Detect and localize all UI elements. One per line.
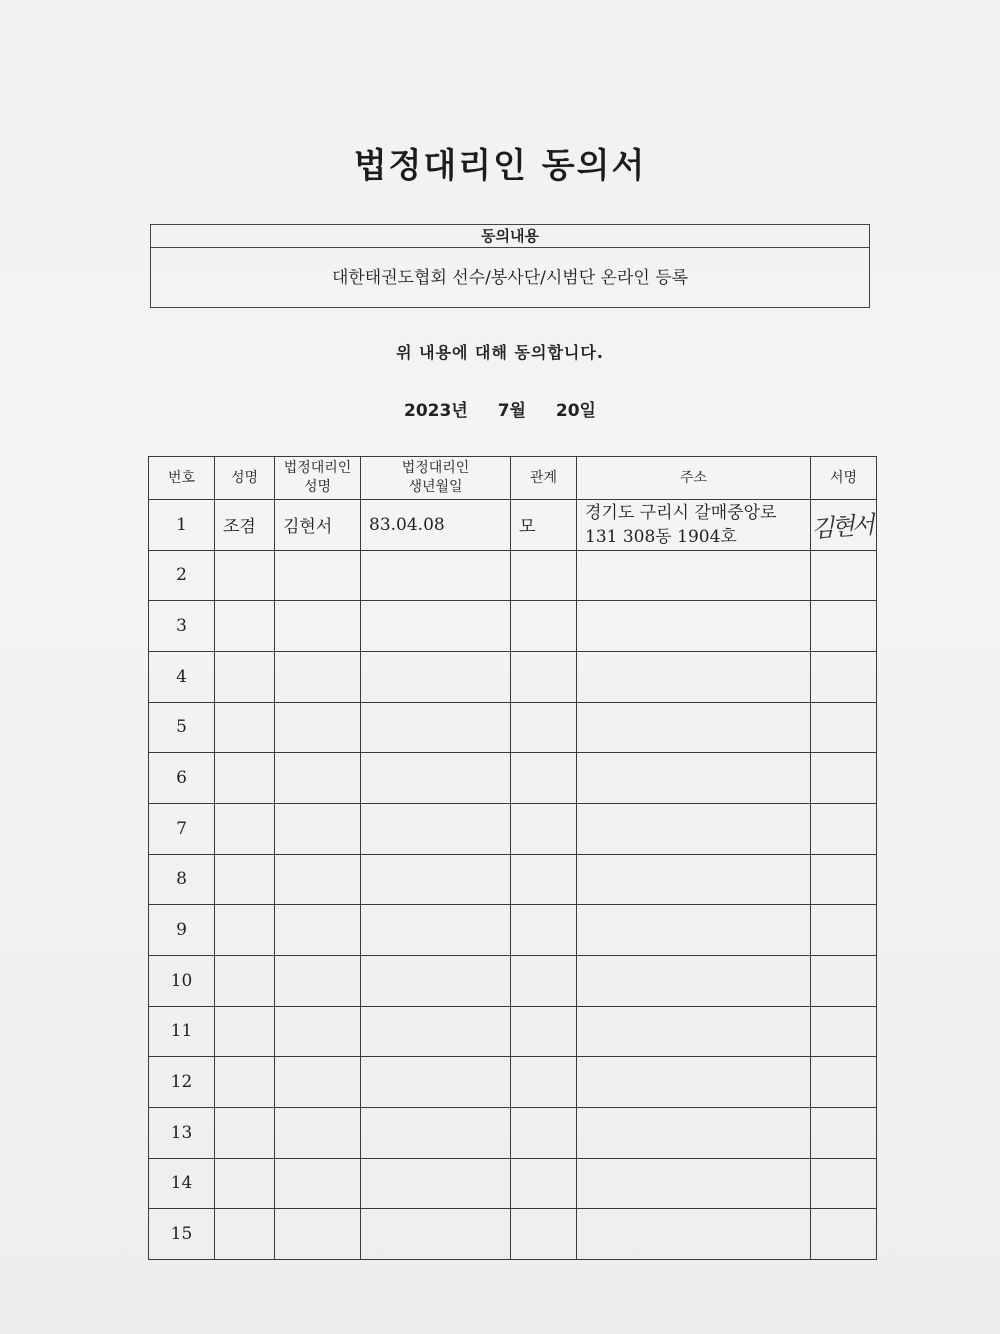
cell-name bbox=[215, 1006, 275, 1057]
cell-relation bbox=[511, 1107, 577, 1158]
cell-guardian-name bbox=[275, 651, 361, 702]
cell-guardian-name bbox=[275, 803, 361, 854]
table-row bbox=[149, 1158, 877, 1209]
cell-signature bbox=[811, 601, 877, 652]
table-row bbox=[149, 702, 877, 753]
table-row bbox=[149, 803, 877, 854]
header-address: 주소 bbox=[577, 457, 811, 500]
cell-relation bbox=[511, 1006, 577, 1057]
header-guardian-birth-line2: 생년월일 bbox=[408, 479, 463, 495]
cell-no: 3 bbox=[149, 601, 215, 652]
header-relation: 관계 bbox=[511, 457, 577, 500]
table-body bbox=[149, 500, 877, 1260]
cell-signature bbox=[811, 702, 877, 753]
header-signature: 서명 bbox=[811, 457, 877, 500]
cell-name: 조겸 bbox=[215, 500, 275, 551]
table-row bbox=[149, 1107, 877, 1158]
header-guardian-name-line1: 법정대리인 bbox=[283, 460, 352, 476]
cell-name bbox=[215, 651, 275, 702]
cell-signature bbox=[811, 651, 877, 702]
header-guardian-birth bbox=[361, 457, 511, 500]
cell-guardian-name bbox=[275, 1158, 361, 1209]
cell-name bbox=[215, 1158, 275, 1209]
cell-guardian-birth bbox=[361, 702, 511, 753]
cell-no: 11 bbox=[149, 1006, 215, 1057]
cell-guardian-birth: 83.04.08 bbox=[361, 500, 511, 551]
cell-relation bbox=[511, 753, 577, 804]
table-row bbox=[149, 854, 877, 905]
cell-signature bbox=[811, 1107, 877, 1158]
cell-address bbox=[577, 1158, 811, 1209]
cell-address bbox=[577, 1057, 811, 1108]
cell-guardian-birth bbox=[361, 1107, 511, 1158]
table-row bbox=[149, 651, 877, 702]
cell-relation bbox=[511, 1209, 577, 1260]
cell-relation bbox=[511, 905, 577, 956]
table-row bbox=[149, 753, 877, 804]
cell-name bbox=[215, 702, 275, 753]
cell-name bbox=[215, 803, 275, 854]
cell-address bbox=[577, 601, 811, 652]
cell-guardian-name bbox=[275, 753, 361, 804]
consent-content-header: 동의내용 bbox=[151, 225, 869, 248]
cell-guardian-birth bbox=[361, 854, 511, 905]
cell-guardian-name: 김현서 bbox=[275, 500, 361, 551]
cell-guardian-name bbox=[275, 1209, 361, 1260]
cell-name bbox=[215, 854, 275, 905]
cell-guardian-name bbox=[275, 702, 361, 753]
cell-guardian-birth bbox=[361, 1209, 511, 1260]
cell-guardian-birth bbox=[361, 651, 511, 702]
cell-address bbox=[577, 854, 811, 905]
cell-signature bbox=[811, 955, 877, 1006]
table-row bbox=[149, 500, 877, 551]
cell-guardian-name bbox=[275, 955, 361, 1006]
cell-guardian-birth bbox=[361, 955, 511, 1006]
cell-guardian-birth bbox=[361, 753, 511, 804]
table-row bbox=[149, 1057, 877, 1108]
consent-content-body: 대한태권도협회 선수/봉사단/시범단 온라인 등록 bbox=[331, 268, 689, 288]
cell-name bbox=[215, 905, 275, 956]
cell-guardian-name bbox=[275, 1006, 361, 1057]
cell-no: 6 bbox=[149, 753, 215, 804]
cell-name bbox=[215, 550, 275, 601]
cell-address bbox=[577, 500, 811, 551]
guardian-consent-table bbox=[148, 456, 877, 1260]
handwritten-signature: 김현서 bbox=[810, 511, 873, 544]
cell-name bbox=[215, 1107, 275, 1158]
cell-no: 12 bbox=[149, 1057, 215, 1108]
header-guardian-name bbox=[275, 457, 361, 500]
table-row bbox=[149, 1006, 877, 1057]
cell-no: 15 bbox=[149, 1209, 215, 1260]
cell-relation: 모 bbox=[511, 500, 577, 551]
cell-guardian-birth bbox=[361, 1006, 511, 1057]
cell-address bbox=[577, 753, 811, 804]
cell-no: 1 bbox=[149, 500, 215, 551]
cell-guardian-name bbox=[275, 550, 361, 601]
consent-date bbox=[0, 396, 1000, 421]
address-line1: 경기도 구리시 갈매중앙로 bbox=[585, 502, 777, 523]
cell-guardian-name bbox=[275, 1107, 361, 1158]
cell-signature bbox=[811, 1006, 877, 1057]
cell-no: 14 bbox=[149, 1158, 215, 1209]
cell-no: 5 bbox=[149, 702, 215, 753]
header-no: 번호 bbox=[149, 457, 215, 500]
cell-guardian-birth bbox=[361, 1057, 511, 1108]
table-row bbox=[149, 550, 877, 601]
cell-relation bbox=[511, 1158, 577, 1209]
cell-address bbox=[577, 702, 811, 753]
cell-relation bbox=[511, 803, 577, 854]
cell-signature bbox=[811, 1158, 877, 1209]
header-name: 성명 bbox=[215, 457, 275, 500]
table-row bbox=[149, 601, 877, 652]
header-guardian-name-line2: 성명 bbox=[303, 479, 332, 495]
cell-guardian-birth bbox=[361, 550, 511, 601]
cell-signature bbox=[811, 1209, 877, 1260]
cell-no: 9 bbox=[149, 905, 215, 956]
cell-guardian-birth bbox=[361, 1158, 511, 1209]
cell-address bbox=[577, 550, 811, 601]
cell-relation bbox=[511, 651, 577, 702]
date-year: 2023년 bbox=[404, 401, 468, 421]
cell-name bbox=[215, 601, 275, 652]
cell-guardian-name bbox=[275, 1057, 361, 1108]
cell-guardian-name bbox=[275, 854, 361, 905]
cell-address bbox=[577, 955, 811, 1006]
cell-relation bbox=[511, 1057, 577, 1108]
cell-name bbox=[215, 955, 275, 1006]
table-row bbox=[149, 905, 877, 956]
date-day: 20일 bbox=[555, 401, 596, 421]
cell-guardian-birth bbox=[361, 905, 511, 956]
cell-no: 13 bbox=[149, 1107, 215, 1158]
cell-relation bbox=[511, 854, 577, 905]
cell-relation bbox=[511, 955, 577, 1006]
cell-name bbox=[215, 1057, 275, 1108]
cell-name bbox=[215, 753, 275, 804]
table-row bbox=[149, 1209, 877, 1260]
consent-content-box bbox=[150, 224, 870, 308]
cell-signature bbox=[811, 500, 877, 551]
cell-signature bbox=[811, 905, 877, 956]
cell-no: 8 bbox=[149, 854, 215, 905]
cell-address bbox=[577, 905, 811, 956]
cell-no: 2 bbox=[149, 550, 215, 601]
date-month: 7월 bbox=[497, 401, 526, 421]
cell-no: 10 bbox=[149, 955, 215, 1006]
cell-guardian-name bbox=[275, 601, 361, 652]
document-title: 법정대리인 동의서 bbox=[353, 146, 647, 186]
table-header-row bbox=[149, 457, 877, 500]
cell-guardian-name bbox=[275, 905, 361, 956]
cell-relation bbox=[511, 601, 577, 652]
cell-no: 4 bbox=[149, 651, 215, 702]
cell-signature bbox=[811, 1057, 877, 1108]
cell-name bbox=[215, 1209, 275, 1260]
cell-signature bbox=[811, 753, 877, 804]
cell-guardian-birth bbox=[361, 601, 511, 652]
cell-signature bbox=[811, 854, 877, 905]
header-guardian-birth-line1: 법정대리인 bbox=[401, 460, 470, 476]
cell-relation bbox=[511, 550, 577, 601]
cell-signature bbox=[811, 803, 877, 854]
cell-address bbox=[577, 1209, 811, 1260]
agreement-statement: 위 내용에 대해 동의합니다. bbox=[396, 343, 604, 362]
cell-address bbox=[577, 803, 811, 854]
address-line2: 131 308동 1904호 bbox=[585, 526, 737, 547]
cell-address bbox=[577, 651, 811, 702]
cell-no: 7 bbox=[149, 803, 215, 854]
table-row bbox=[149, 955, 877, 1006]
cell-guardian-birth bbox=[361, 803, 511, 854]
cell-signature bbox=[811, 550, 877, 601]
cell-address bbox=[577, 1006, 811, 1057]
cell-relation bbox=[511, 702, 577, 753]
cell-address bbox=[577, 1107, 811, 1158]
